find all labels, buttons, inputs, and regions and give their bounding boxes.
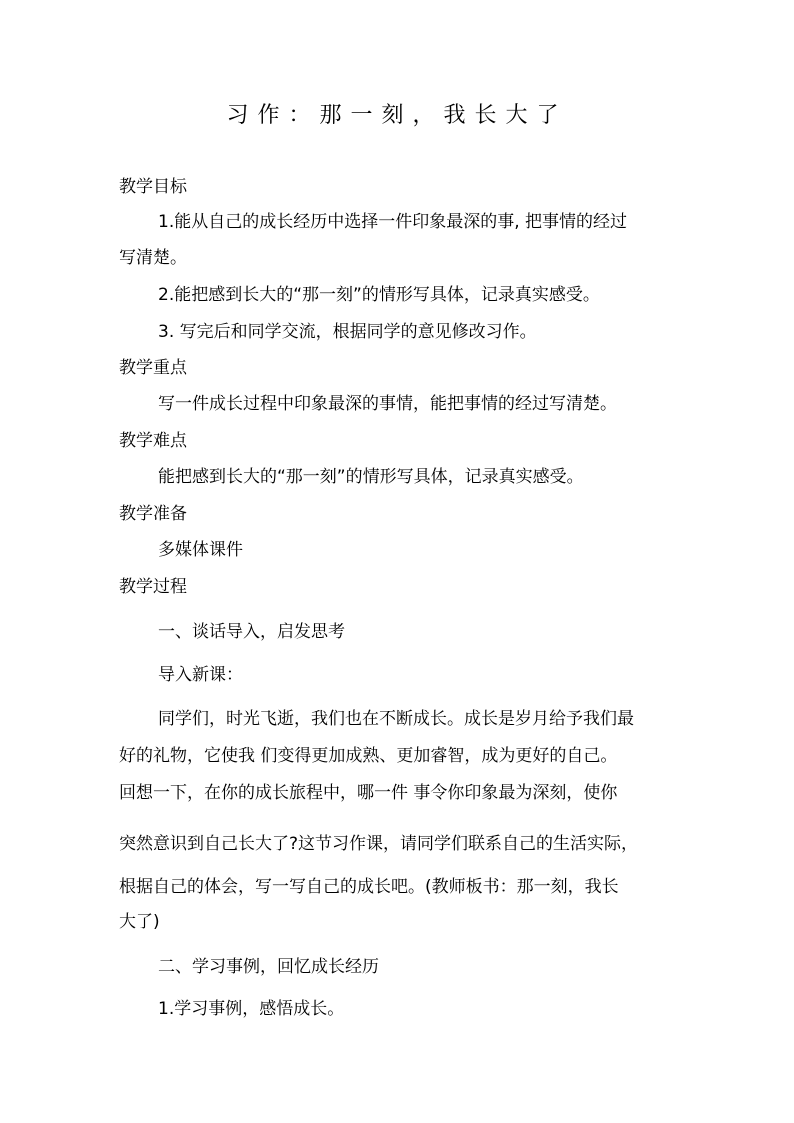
goal-item-2: 2.能把感到长大的“那一刻”的情形写具体，记录真实感受。: [158, 285, 600, 305]
process-sub-1: 1.学习事例，感悟成长。: [158, 999, 345, 1019]
heading-teaching-goals: 教学目标: [119, 177, 187, 197]
heading-teaching-focus: 教学重点: [119, 358, 187, 378]
prep-text: 多媒体课件: [158, 540, 243, 560]
process-step-2: 二、学习事例，回忆成长经历: [158, 957, 379, 977]
page-title: 习作：那一刻，我长大了: [226, 103, 568, 128]
intro-label: 导入新课：: [158, 665, 243, 685]
heading-teaching-difficulty: 教学难点: [119, 431, 187, 451]
goal-item-1-cont: 写清楚。: [119, 248, 187, 268]
goal-item-1: 1.能从自己的成长经历中选择一件印象最深的事, 把事情的经过: [158, 212, 628, 232]
intro-paragraph-line-3: 回想一下，在你的成长旅程中，哪一件 事令你印象最为深刻，使你: [119, 783, 618, 803]
difficulty-text: 能把感到长大的“那一刻”的情形写具体，记录真实感受。: [158, 467, 584, 487]
process-step-1: 一、谈话导入，启发思考: [158, 622, 345, 642]
intro-paragraph-line-2: 好的礼物，它使我 们变得更加成熟、更加睿智，成为更好的自己。: [119, 746, 618, 766]
intro-paragraph-line-5: 根据自己的体会，写一写自己的成长吧。(教师板书：那一刻，我长: [119, 877, 619, 897]
goal-item-3: 3. 写完后和同学交流，根据同学的意见修改习作。: [158, 322, 537, 342]
intro-paragraph-line-4: 突然意识到自己长大了?这节习作课，请同学们联系自己的生活实际，: [119, 834, 639, 854]
focus-text: 写一件成长过程中印象最深的事情，能把事情的经过写清楚。: [158, 394, 617, 414]
intro-paragraph-line-1: 同学们，时光飞逝，我们也在不断成长。成长是岁月给予我们最: [158, 709, 634, 729]
intro-paragraph-line-6: 大了): [119, 912, 160, 932]
heading-teaching-process: 教学过程: [119, 577, 187, 597]
heading-teaching-prep: 教学准备: [119, 504, 187, 524]
